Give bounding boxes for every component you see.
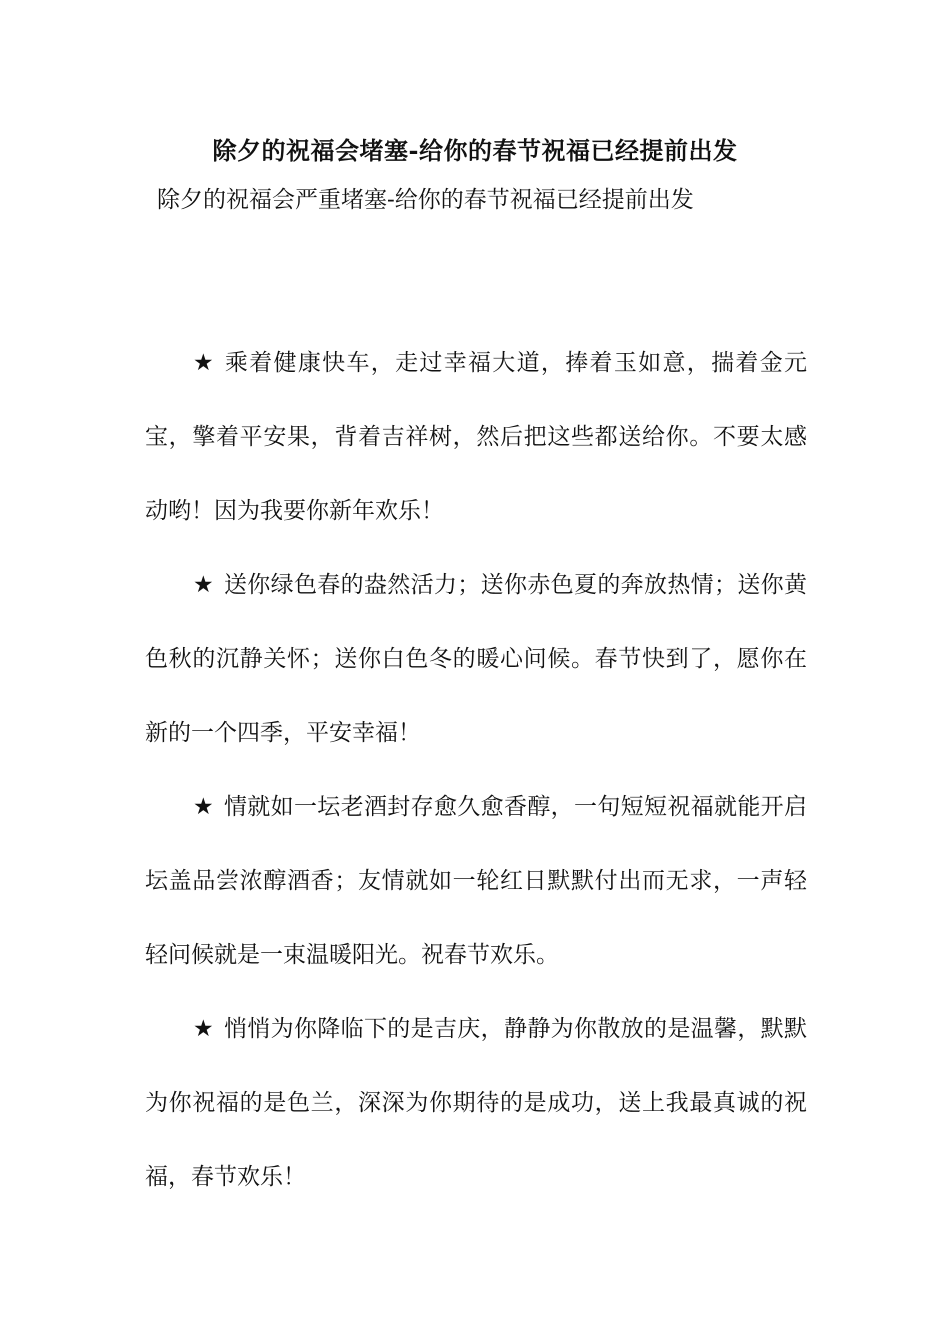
star-bullet-icon: ★ (193, 794, 214, 820)
paragraph (145, 992, 807, 1214)
paragraph-text: 乘着健康快车，走过幸福大道，捧着玉如意，揣着金元宝，擎着平安果，背着吉祥树，然后把这些都送给你。不要太感动哟！因为我要你新年欢乐！ (145, 350, 807, 524)
paragraph (145, 770, 807, 992)
paragraph-text: 送你绿色春的盎然活力；送你赤色夏的奔放热情；送你黄色秋的沉静关怀；送你白色冬的暖心问候。春节快到了，愿你在新的一个四季，平安幸福！ (145, 572, 807, 746)
paragraph-text: 悄悄为你降临下的是吉庆，静静为你散放的是温馨，默默为你祝福的是色兰，深深为你期待的是成功，送上我最真诚的祝福，春节欢乐！ (145, 1016, 807, 1190)
paragraph-text: 情就如一坛老酒封存愈久愈香醇，一句短短祝福就能开启坛盖品尝浓醇酒香；友情就如一轮红日默默付出而无求，一声轻轻问候就是一束温暖阳光。祝春节欢乐。 (145, 794, 807, 968)
paragraph (145, 326, 807, 548)
page-title: 除夕的祝福会堵塞-给你的春节祝福已经提前出发 (212, 136, 738, 165)
star-bullet-icon: ★ (193, 350, 214, 376)
star-bullet-icon: ★ (193, 572, 214, 598)
document-body (145, 326, 807, 1214)
star-bullet-icon: ★ (193, 1016, 214, 1042)
paragraph (145, 548, 807, 770)
page-subtitle: 除夕的祝福会严重堵塞-给你的春节祝福已经提前出发 (157, 187, 694, 213)
